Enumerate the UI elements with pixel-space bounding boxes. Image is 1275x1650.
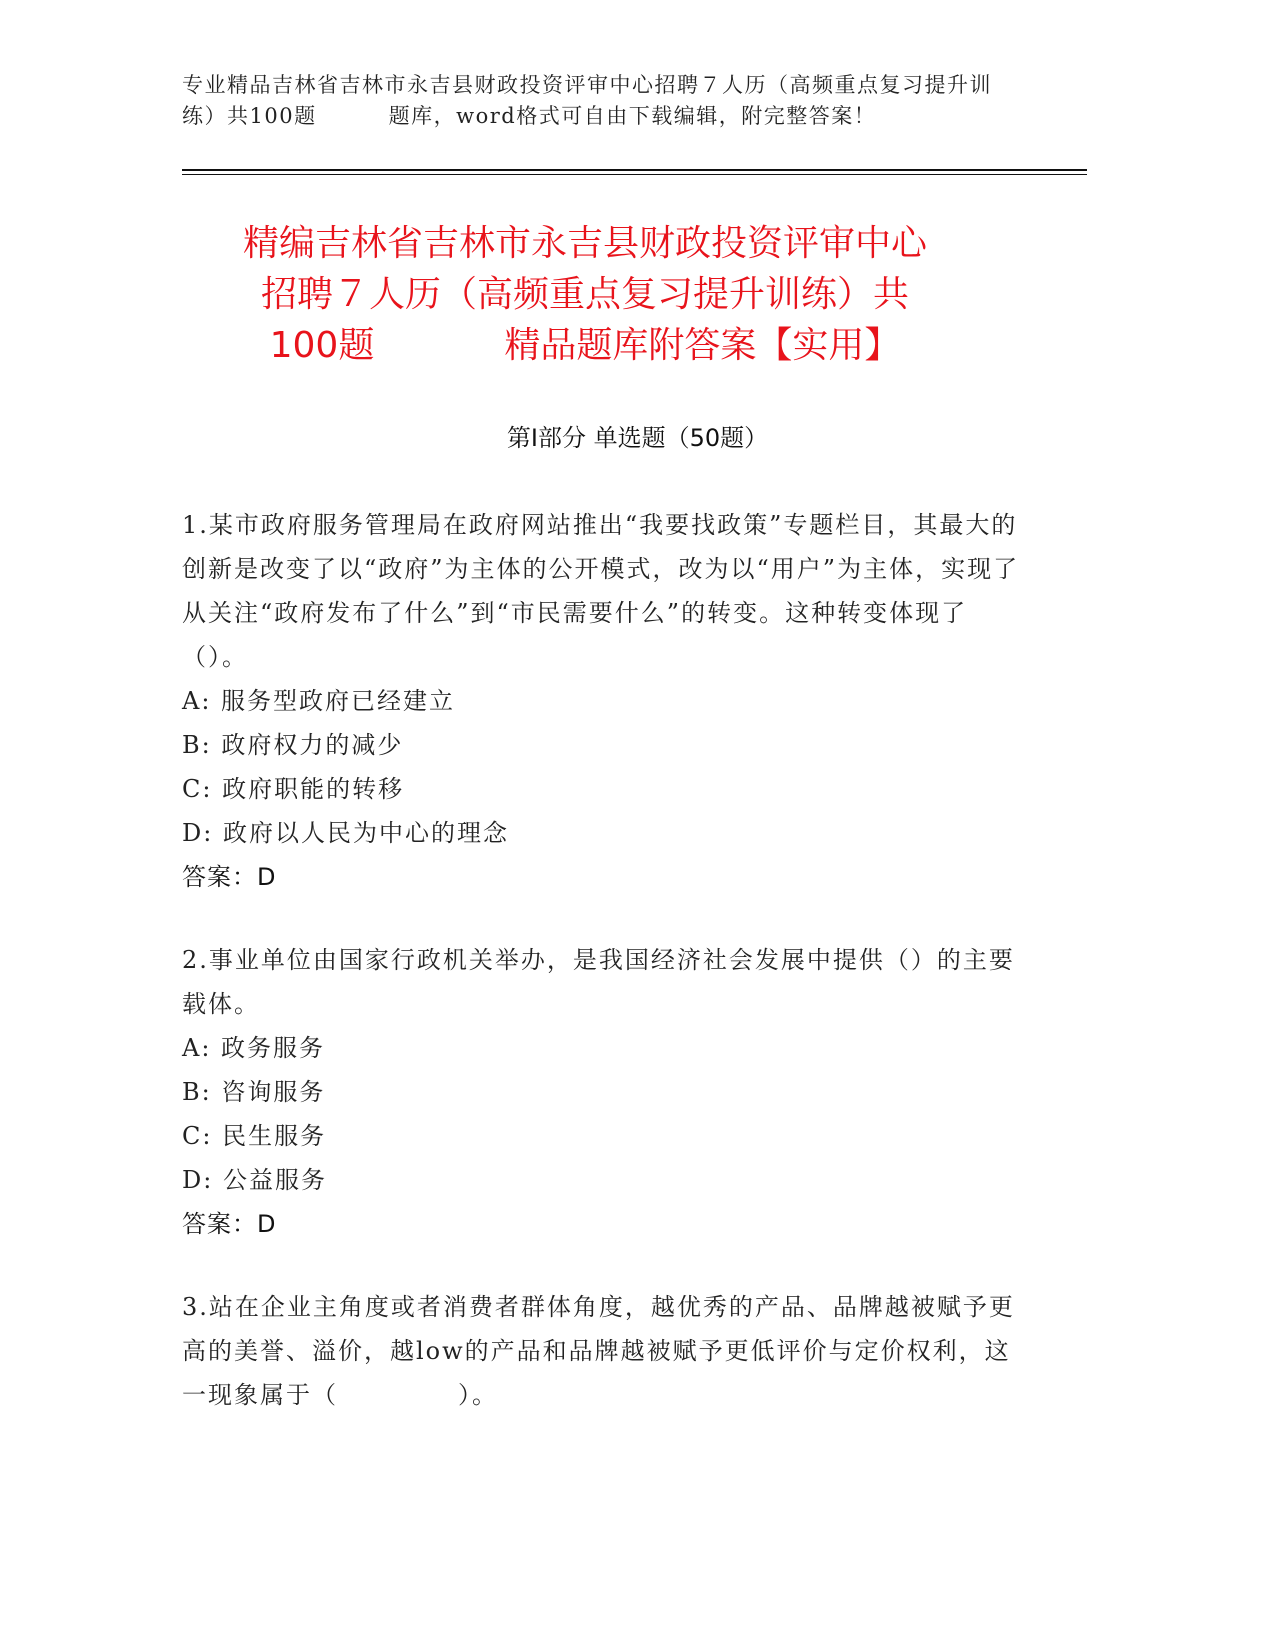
- title-line2: 招聘７人历（高频重点复习提升训练）共: [260, 274, 909, 315]
- section-title: 第Ⅰ部分 单选题（50题）: [506, 424, 769, 452]
- option-a: A: 政务服务: [182, 1034, 326, 1062]
- question-stem: 1.某市政府服务管理局在政府网站推出“我要找政策”专题栏目，其最大的创新是改变了以“政府”为主体的公开模式，改为以“用户”为主体，实现了从关注“政府发布了什么”到“市民需要什么”的转变。这种转变体现了（）。: [182, 511, 1020, 671]
- title-line3-b: 精品题库附答案【实用】: [504, 325, 901, 366]
- answer: 答案：D: [182, 1210, 277, 1238]
- question-2: [182, 938, 1022, 1246]
- document-title: [150, 218, 1020, 371]
- header-divider-thin: [182, 174, 1087, 175]
- header-note-line2-a: 练）共100题: [182, 104, 317, 128]
- title-line1: 精编吉林省吉林市永吉县财政投资评审中心: [242, 223, 927, 264]
- question-stem: [182, 1285, 1022, 1417]
- header-note-line2-b: 题库，word格式可自由下载编辑，附完整答案！: [388, 104, 877, 128]
- option-b: B: 咨询服务: [182, 1078, 326, 1106]
- question-stem: 2.事业单位由国家行政机关举办，是我国经济社会发展中提供（）的主要载体。: [182, 946, 1015, 1018]
- header-note-line1: 专业精品吉林省吉林市永吉县财政投资评审中心招聘７人历（高频重点复习提升训: [182, 73, 992, 97]
- answer: 答案：D: [182, 863, 277, 891]
- option-c: C: 民生服务: [182, 1122, 327, 1150]
- header-divider-thick: [182, 169, 1087, 171]
- option-c: C: 政府职能的转移: [182, 775, 405, 803]
- option-a: A: 服务型政府已经建立: [182, 687, 456, 715]
- title-line3-a: 100题: [269, 325, 375, 366]
- question-1: [182, 503, 1022, 899]
- question-stem-text: 3.站在企业主角度或者消费者群体角度，越优秀的产品、品牌越被赋予更高的美誉、溢价，越low的产品和品牌越被赋予更低评价与定价权利，这一现象属于（: [182, 1293, 1015, 1409]
- header-note: [182, 70, 1062, 132]
- question-stem-end: ）。: [458, 1381, 498, 1409]
- option-b: B: 政府权力的减少: [182, 731, 404, 759]
- question-3: [182, 1285, 1022, 1417]
- option-d: D: 政府以人民为中心的理念: [182, 819, 509, 847]
- option-d: D: 公益服务: [182, 1166, 327, 1194]
